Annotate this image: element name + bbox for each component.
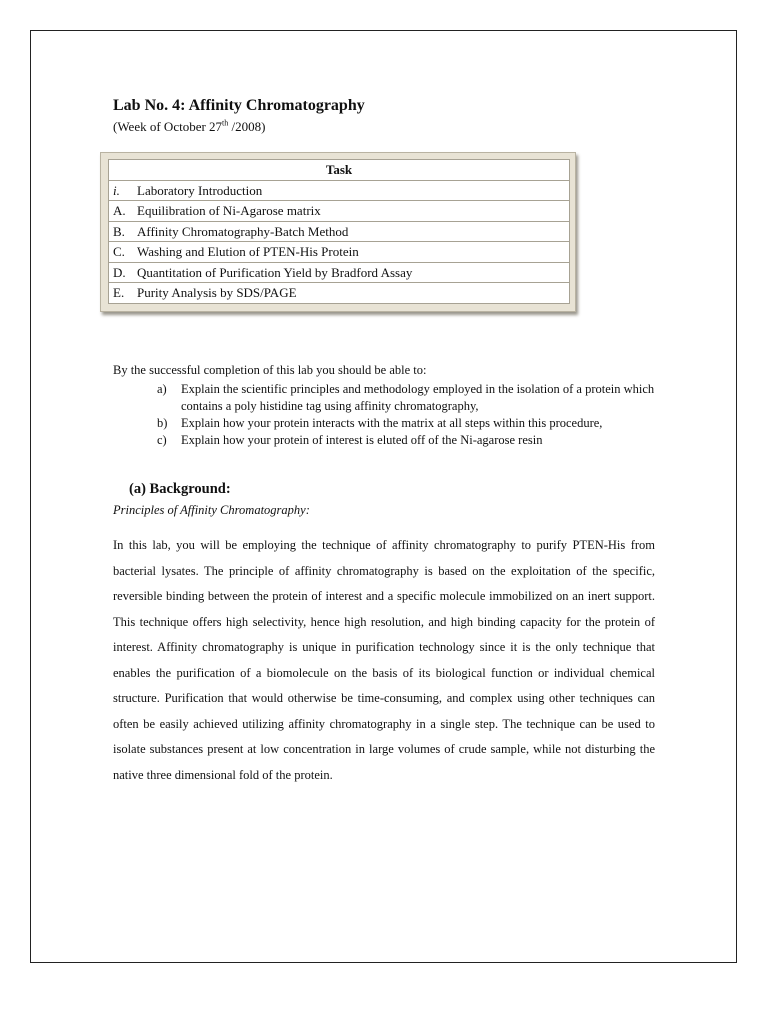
- task-text: Equilibration of Ni-Agarose matrix: [137, 203, 321, 219]
- task-table-header-row: [109, 160, 570, 181]
- task-row: [109, 201, 570, 222]
- task-cell: [109, 242, 570, 263]
- task-label: A.: [113, 203, 126, 219]
- task-text: Quantitation of Purification Yield by Bradford Assay: [137, 264, 413, 280]
- task-table-frame: [100, 152, 576, 312]
- objectives-list: [113, 381, 673, 449]
- background-paragraph: In this lab, you will be employing the technique of affinity chromatography to purify PTEN-His from bacterial lysates. The principle of affinity chromatography is based on the exploitation of the specific, reversible binding between the protein of interest and a specific molecule immobilized on an inert support. This technique offers high selectivity, hence high resolution, and high binding capacity for the protein of interest. Affinity chromatography is unique in purification technology since it is the only technique that enables the purification of a biomolecule on the basis of its biological function or individual chemical structure. Purification that would otherwise be time-consuming, and complex using other techniques can often be easily achieved utilizing affinity chromatography in a single step. The technique can be used to isolate substances present at low concentration in large volumes of crude sample, while not disturbing the native three dimensional fold of the protein.: [113, 538, 655, 782]
- background-subheading: Principles of Affinity Chromatography:: [113, 503, 310, 517]
- task-cell: [109, 201, 570, 222]
- task-text: Washing and Elution of PTEN-His Protein: [137, 244, 359, 260]
- week-superscript: th: [222, 118, 229, 128]
- task-row: [109, 242, 570, 263]
- task-table: [108, 159, 570, 304]
- task-cell: [109, 180, 570, 201]
- task-row: [109, 262, 570, 283]
- background-heading: (a) Background:: [129, 481, 231, 497]
- task-row: [109, 283, 570, 304]
- task-label: E.: [113, 285, 125, 301]
- objective-item: [113, 432, 673, 449]
- task-label: i.: [113, 182, 120, 198]
- objective-item: [113, 415, 673, 432]
- document-title: Lab No. 4: Affinity Chromatography: [113, 97, 365, 114]
- task-row: [109, 180, 570, 201]
- task-cell: [109, 221, 570, 242]
- objectives-intro: By the successful completion of this lab you should be able to:: [113, 363, 427, 377]
- task-text: Affinity Chromatography-Batch Method: [137, 223, 349, 239]
- task-label: B.: [113, 223, 125, 239]
- task-text: Purity Analysis by SDS/PAGE: [137, 285, 297, 301]
- task-label: D.: [113, 264, 126, 280]
- task-row: [109, 221, 570, 242]
- objective-marker: c): [157, 433, 167, 447]
- objective-item: [113, 381, 673, 415]
- week-text-end: /2008): [228, 119, 266, 134]
- objective-text: Explain how your protein of interest is eluted off of the Ni-agarose resin: [181, 433, 543, 447]
- week-subtitle: [113, 119, 265, 135]
- week-text-start: (Week of October 27: [113, 119, 223, 134]
- objective-marker: a): [157, 382, 167, 396]
- task-cell: [109, 283, 570, 304]
- objective-text: Explain the scientific principles and methodology employed in the isolation of a protein which contains a poly histidine tag using affinity chromatography,: [181, 382, 655, 413]
- task-cell: [109, 262, 570, 283]
- task-text: Laboratory Introduction: [137, 182, 263, 198]
- task-label: C.: [113, 244, 125, 260]
- objective-text: Explain how your protein interacts with the matrix at all steps within this procedure,: [181, 416, 603, 430]
- objective-marker: b): [157, 416, 168, 430]
- task-table-header: Task: [109, 160, 570, 181]
